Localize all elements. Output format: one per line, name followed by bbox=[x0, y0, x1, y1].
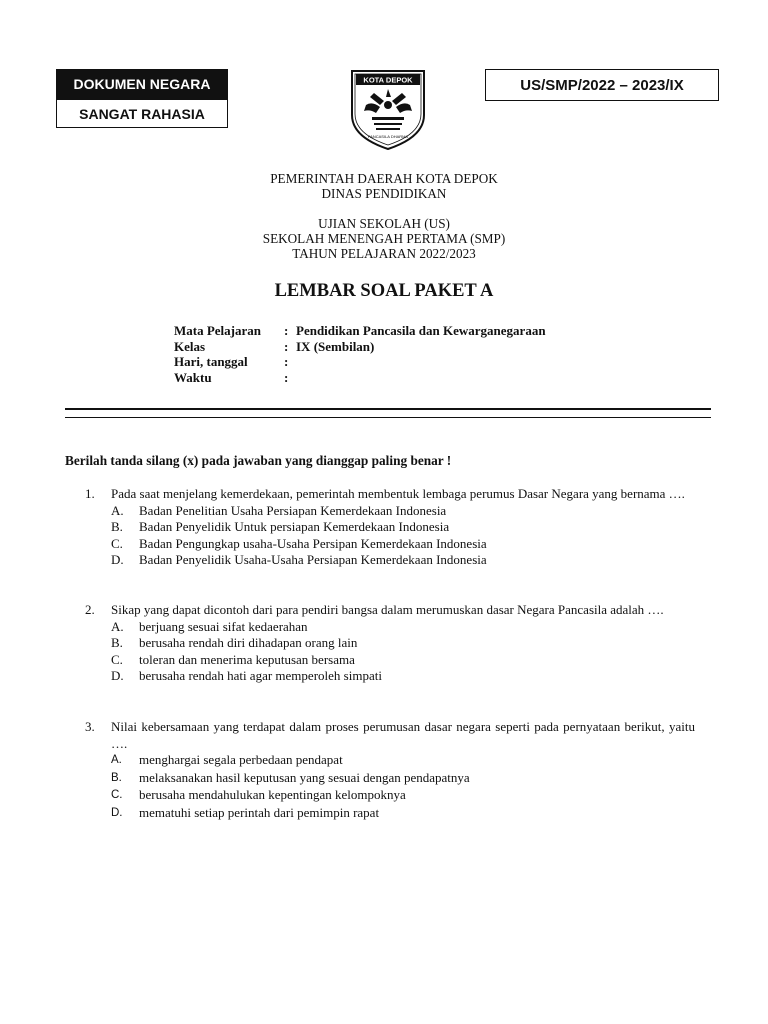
option-letter: D. bbox=[111, 552, 124, 567]
answer-option[interactable] bbox=[111, 503, 695, 520]
info-row-subject bbox=[174, 323, 546, 339]
info-value: IX (Sembilan) bbox=[296, 338, 375, 354]
question-number: 1. bbox=[85, 486, 95, 501]
answer-option[interactable] bbox=[111, 668, 695, 685]
option-text: melaksanakan hasil keputusan yang sesuai dengan pendapatnya bbox=[139, 769, 470, 785]
question-number: 3. bbox=[85, 719, 95, 734]
question-3 bbox=[85, 719, 695, 822]
page-title: LEMBAR SOAL PAKET A bbox=[274, 281, 494, 301]
option-text: berjuang sesuai sifat kedaerahan bbox=[139, 618, 308, 634]
info-value: Pendidikan Pancasila dan Kewarganegaraan bbox=[296, 323, 546, 338]
info-colon: : bbox=[284, 338, 289, 354]
question-text: Nilai kebersamaan yang terdapat dalam proses perumusan dasar negara seperti pada pernyataan berikut, yaitu …. bbox=[111, 719, 695, 751]
answer-option[interactable] bbox=[111, 805, 695, 823]
answer-option[interactable] bbox=[111, 770, 695, 788]
exam-line-1: UJIAN SEKOLAH (US) bbox=[318, 216, 450, 231]
option-text: Badan Penyelidik Usaha-Usaha Persiapan Kemerdekaan Indonesia bbox=[139, 552, 487, 567]
exam-code-box: US/SMP/2022 – 2023/IX bbox=[485, 69, 719, 101]
exam-heading bbox=[0, 216, 768, 261]
info-row-date bbox=[174, 354, 546, 370]
question-number: 2. bbox=[85, 602, 95, 617]
option-letter: B. bbox=[111, 519, 123, 534]
institution-line-2: DINAS PENDIDIKAN bbox=[321, 186, 447, 201]
instruction-text: Berilah tanda silang (x) pada jawaban yang dianggap paling benar ! bbox=[65, 453, 452, 468]
info-colon: : bbox=[284, 323, 289, 338]
option-letter: A. bbox=[111, 754, 122, 766]
answer-option[interactable] bbox=[111, 536, 695, 553]
logo-top-text: KOTA DEPOK bbox=[363, 75, 413, 85]
option-text: berusaha mendahulukan kepentingan kelompoknya bbox=[139, 787, 406, 802]
option-letter: B. bbox=[111, 635, 123, 650]
info-row-time bbox=[174, 370, 546, 386]
exam-line-3: TAHUN PELAJARAN 2022/2023 bbox=[292, 246, 476, 261]
info-label: Hari, tanggal bbox=[174, 354, 248, 369]
question-text: Sikap yang dapat dicontoh dari para pendiri bangsa dalam merumuskan dasar Negara Pancasila adalah …. bbox=[111, 602, 664, 617]
option-letter: D. bbox=[111, 668, 124, 683]
info-colon: : bbox=[284, 354, 289, 369]
info-label: Waktu bbox=[174, 369, 212, 385]
divider-thick bbox=[65, 408, 711, 410]
option-text: toleran dan menerima keputusan bersama bbox=[139, 651, 355, 667]
option-text: mematuhi setiap perintah dari pemimpin rapat bbox=[139, 804, 380, 820]
answer-option[interactable] bbox=[111, 752, 695, 770]
institution-line-1: PEMERINTAH DAERAH KOTA DEPOK bbox=[270, 171, 498, 186]
institution-heading bbox=[0, 171, 768, 201]
option-text: Badan Pengungkap usaha-Usaha Persipan Kemerdekaan Indonesia bbox=[139, 535, 487, 551]
question-2 bbox=[85, 602, 695, 685]
answer-option[interactable] bbox=[111, 652, 695, 669]
kota-depok-emblem-logo bbox=[346, 67, 430, 151]
option-text: menghargai segala perbedaan pendapat bbox=[139, 752, 343, 767]
option-letter: D. bbox=[111, 806, 123, 819]
info-row-class bbox=[174, 339, 546, 355]
dokumen-negara-label: DOKUMEN NEGARA bbox=[56, 69, 228, 99]
exam-info-table bbox=[174, 323, 546, 385]
option-text: berusaha rendah hati agar memperoleh simpati bbox=[139, 668, 382, 683]
option-letter: A. bbox=[111, 502, 124, 518]
option-letter: C. bbox=[111, 535, 123, 551]
option-letter: A. bbox=[111, 618, 124, 634]
info-colon: : bbox=[284, 369, 289, 385]
answer-option[interactable] bbox=[111, 635, 695, 652]
answer-option[interactable] bbox=[111, 552, 695, 569]
divider-thin bbox=[65, 417, 711, 418]
exam-line-2: SEKOLAH MENENGAH PERTAMA (SMP) bbox=[262, 231, 506, 246]
answer-option[interactable] bbox=[111, 619, 695, 636]
option-text: berusaha rendah diri dihadapan orang lain bbox=[139, 635, 358, 650]
answer-option[interactable] bbox=[111, 519, 695, 536]
info-label: Mata Pelajaran bbox=[174, 323, 262, 338]
logo-bottom-text: PANCASILA DHARMA bbox=[367, 134, 409, 139]
question-1 bbox=[85, 486, 695, 569]
question-text: Pada saat menjelang kemerdekaan, pemerintah membentuk lembaga perumus Dasar Negara yang bernama …. bbox=[111, 486, 685, 501]
sangat-rahasia-label: SANGAT RAHASIA bbox=[56, 99, 228, 128]
option-letter: C. bbox=[111, 789, 123, 801]
answer-option[interactable] bbox=[111, 787, 695, 805]
info-label: Kelas bbox=[174, 338, 206, 354]
option-text: Badan Penelitian Usaha Persiapan Kemerdekaan Indonesia bbox=[139, 502, 447, 518]
option-letter: C. bbox=[111, 651, 123, 667]
option-text: Badan Penyelidik Untuk persiapan Kemerdekaan Indonesia bbox=[139, 519, 450, 534]
option-letter: B. bbox=[111, 771, 122, 784]
